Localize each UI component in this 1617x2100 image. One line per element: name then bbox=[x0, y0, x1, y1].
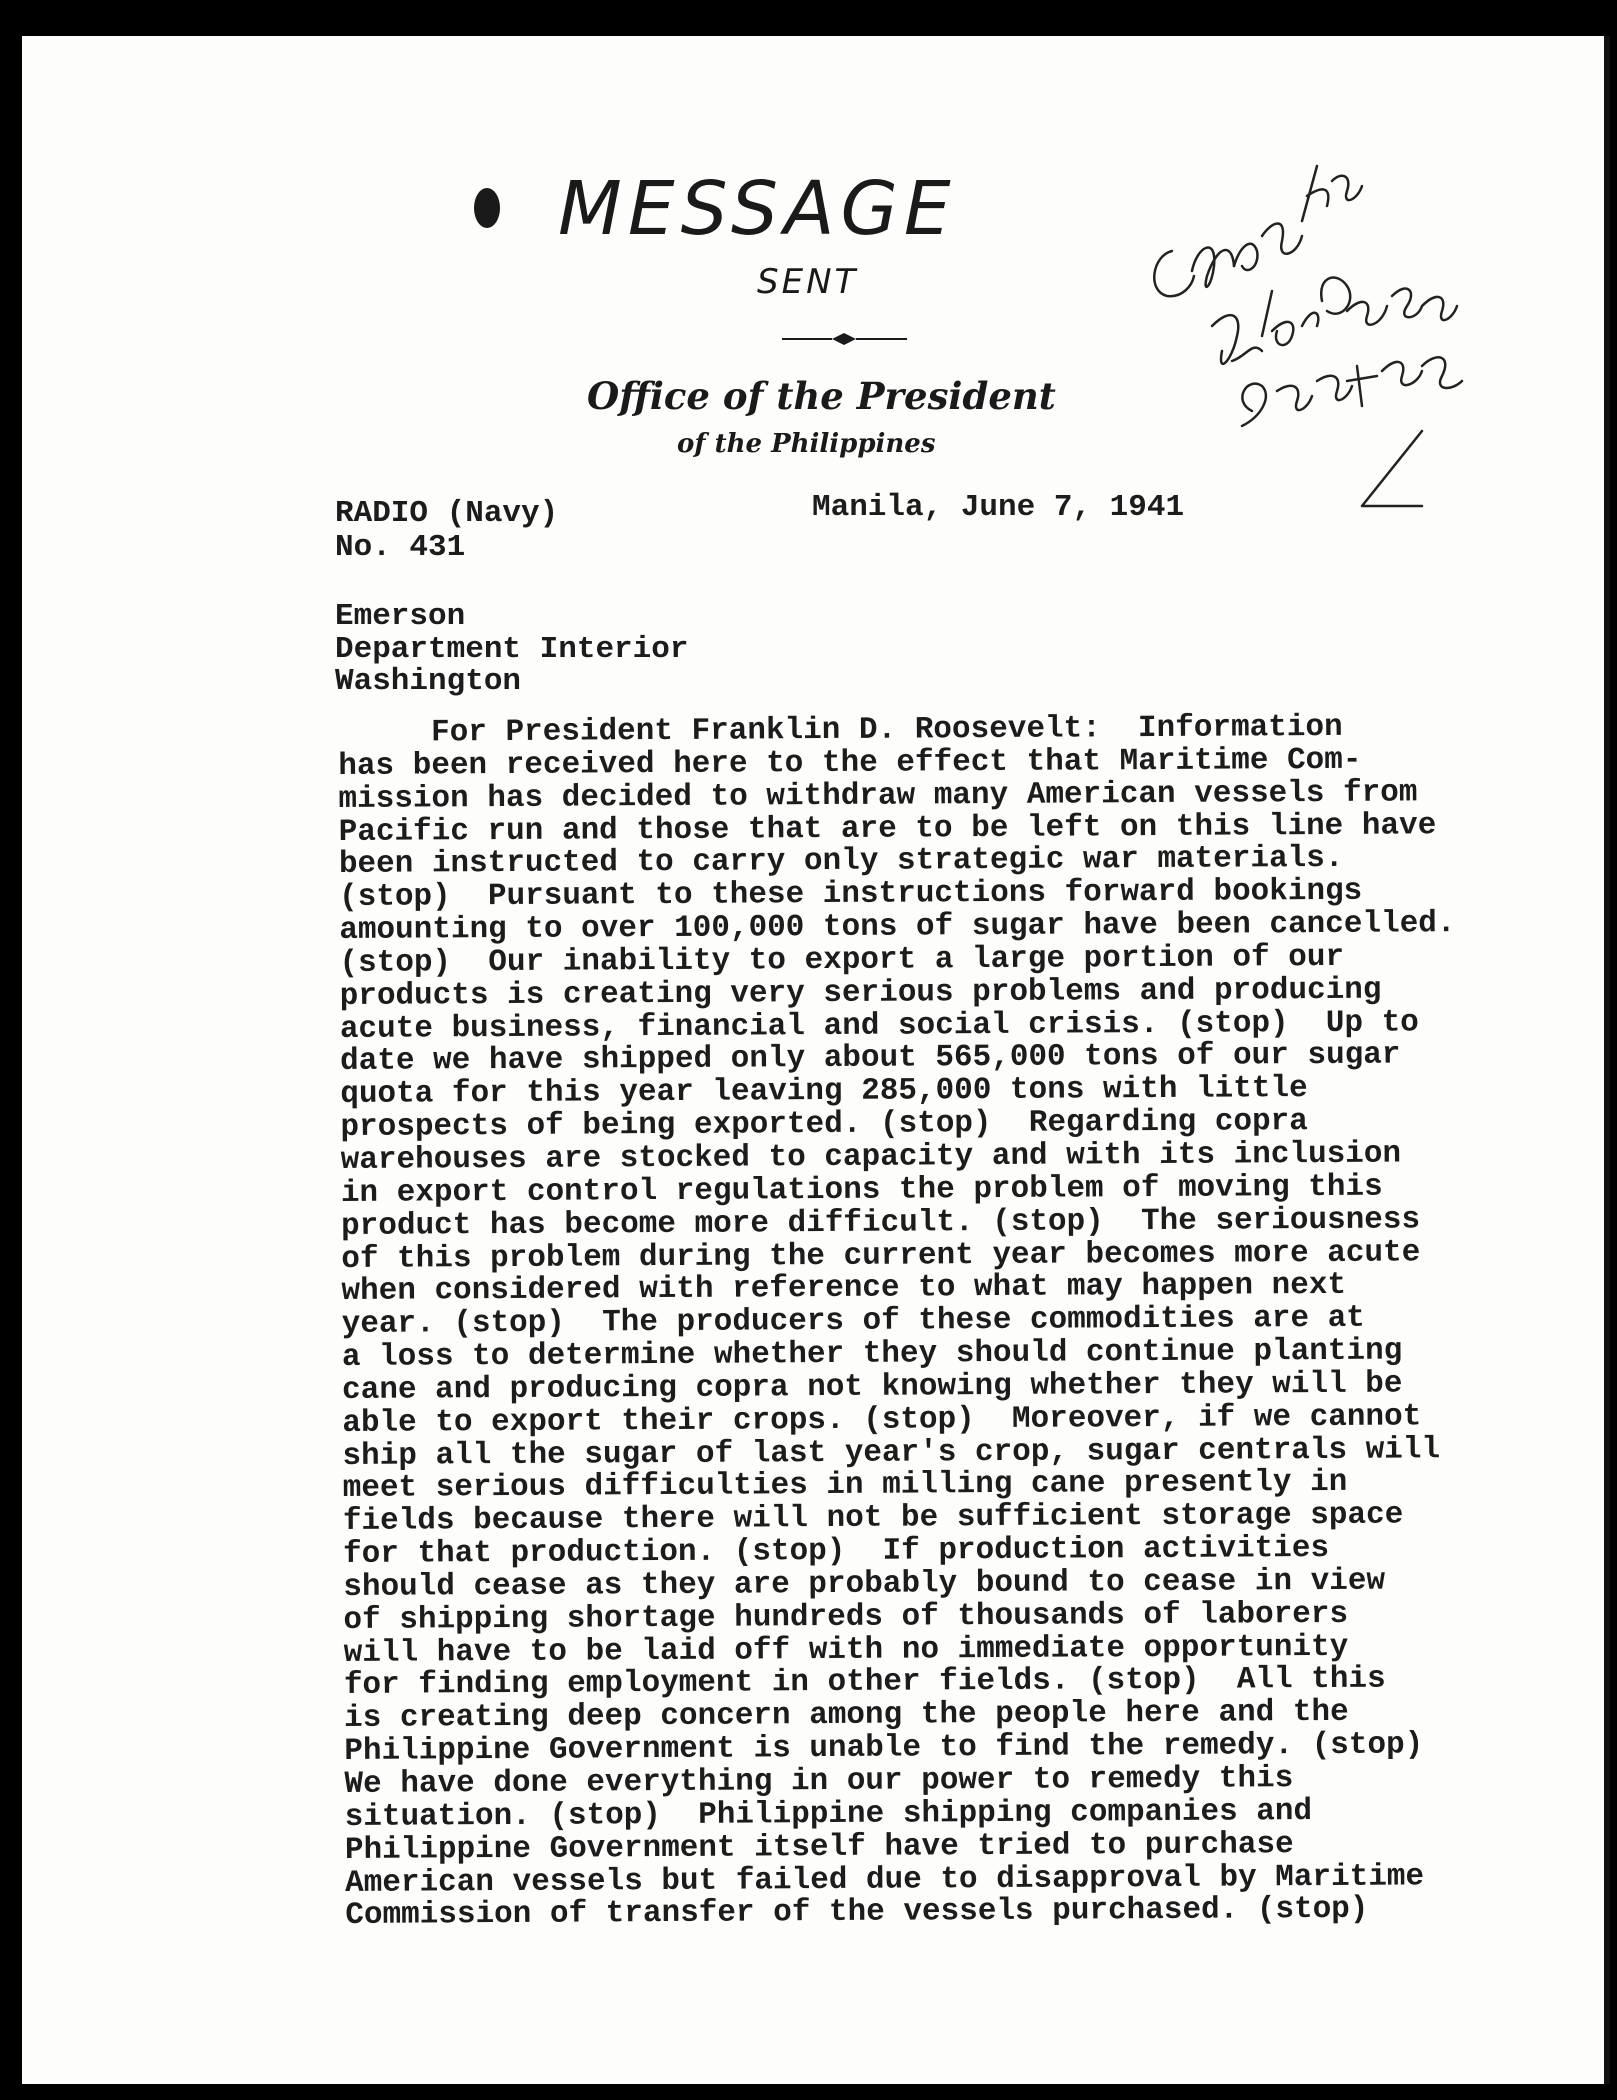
message-body bbox=[338, 711, 1515, 1933]
addressee-city: Washington bbox=[335, 664, 522, 699]
body-line: quota for this year leaving 285,000 tons with little bbox=[340, 1071, 1308, 1113]
letterhead-title: MESSAGE bbox=[558, 166, 957, 252]
body-line: products is creating very serious problems and producing bbox=[339, 972, 1382, 1014]
body-line: acute business, financial and social crisis. (stop) Up to bbox=[339, 1004, 1419, 1047]
body-line: Pacific run and those that are to be left on this line have bbox=[338, 807, 1437, 850]
body-line: situation. (stop) Philippine shipping companies and bbox=[344, 1793, 1313, 1835]
office-line-1: Office of the President bbox=[587, 374, 1056, 418]
body-line: fields because there will not be sufficient storage space bbox=[342, 1497, 1404, 1540]
body-line: a loss to determine whether they should continue planting bbox=[341, 1333, 1403, 1376]
body-line: Philippine Government itself have tried to purchase bbox=[344, 1826, 1294, 1868]
body-line: when considered with reference to what may happen next bbox=[341, 1268, 1347, 1310]
body-line: ship all the sugar of last year's crop, sugar centrals will bbox=[342, 1431, 1441, 1474]
body-line: Philippine Government is unable to find the remedy. (stop) bbox=[344, 1727, 1424, 1770]
body-line: able to export their crops. (stop) Moreover, if we cannot bbox=[342, 1399, 1422, 1441]
body-line: Commission of transfer of the vessels purchased. (stop) bbox=[345, 1892, 1369, 1934]
body-line: meet serious difficulties in milling cane presently in bbox=[342, 1465, 1348, 1507]
body-line: for that production. (stop) If production activities bbox=[343, 1531, 1330, 1573]
office-line-2: of the Philippines bbox=[677, 429, 936, 459]
body-line: date we have shipped only about 565,000 tons of our sugar bbox=[339, 1037, 1401, 1080]
addressee-department: Department Interior bbox=[335, 632, 689, 667]
body-line: amounting to over 100,000 tons of sugar have been cancelled. bbox=[339, 906, 1456, 949]
body-line: warehouses are stocked to capacity and with its inclusion bbox=[340, 1136, 1402, 1178]
body-line: We have done everything in our power to remedy this bbox=[344, 1761, 1294, 1802]
body-line: will have to be laid off with no immediate opportunity bbox=[343, 1629, 1349, 1671]
body-line: for finding employment in other fields. (stop) All this bbox=[343, 1662, 1386, 1704]
body-line: of shipping shortage hundreds of thousands of laborers bbox=[343, 1596, 1349, 1638]
body-line: of this problem during the current year becomes more acute bbox=[341, 1234, 1421, 1277]
message-number: No. 431 bbox=[335, 530, 466, 565]
handwritten-annotation bbox=[1122, 126, 1502, 566]
body-line: has been received here to the effect that Maritime Com- bbox=[338, 742, 1362, 784]
channel: RADIO (Navy) bbox=[335, 496, 559, 531]
place-date: Manila, June 7, 1941 bbox=[812, 490, 1185, 525]
body-line: been instructed to carry only strategic war materials. bbox=[338, 841, 1344, 883]
body-line: For President Franklin D. Roosevelt: Information bbox=[337, 709, 1343, 751]
body-line: year. (stop) The producers of these commodities are at bbox=[341, 1300, 1365, 1343]
ink-blot bbox=[474, 188, 500, 228]
body-line: (stop) Pursuant to these instructions forward bookings bbox=[338, 873, 1363, 916]
addressee-name: Emerson bbox=[335, 599, 466, 634]
body-line: is creating deep concern among the people here and the bbox=[344, 1695, 1349, 1737]
document-page bbox=[22, 36, 1610, 2084]
letterhead-subtitle: SENT bbox=[757, 262, 859, 302]
body-line: should cease as they are probably bound to cease in view bbox=[343, 1563, 1386, 1605]
body-line: mission has decided to withdraw many American vessels from bbox=[338, 775, 1418, 817]
body-line: in export control regulations the problem of moving this bbox=[340, 1169, 1383, 1211]
ornament-divider-icon bbox=[782, 332, 907, 346]
handwriting-scribble bbox=[1122, 126, 1502, 566]
body-line: prospects of being exported. (stop) Regarding copra bbox=[340, 1104, 1308, 1146]
body-line: product has become more difficult. (stop) The seriousness bbox=[340, 1202, 1421, 1244]
body-line: cane and producing copra not knowing whether they will be bbox=[342, 1366, 1403, 1408]
body-line: (stop) Our inability to export a large portion of our bbox=[339, 939, 1345, 981]
body-line: American vessels but failed due to disapproval by Maritime bbox=[345, 1858, 1425, 1901]
